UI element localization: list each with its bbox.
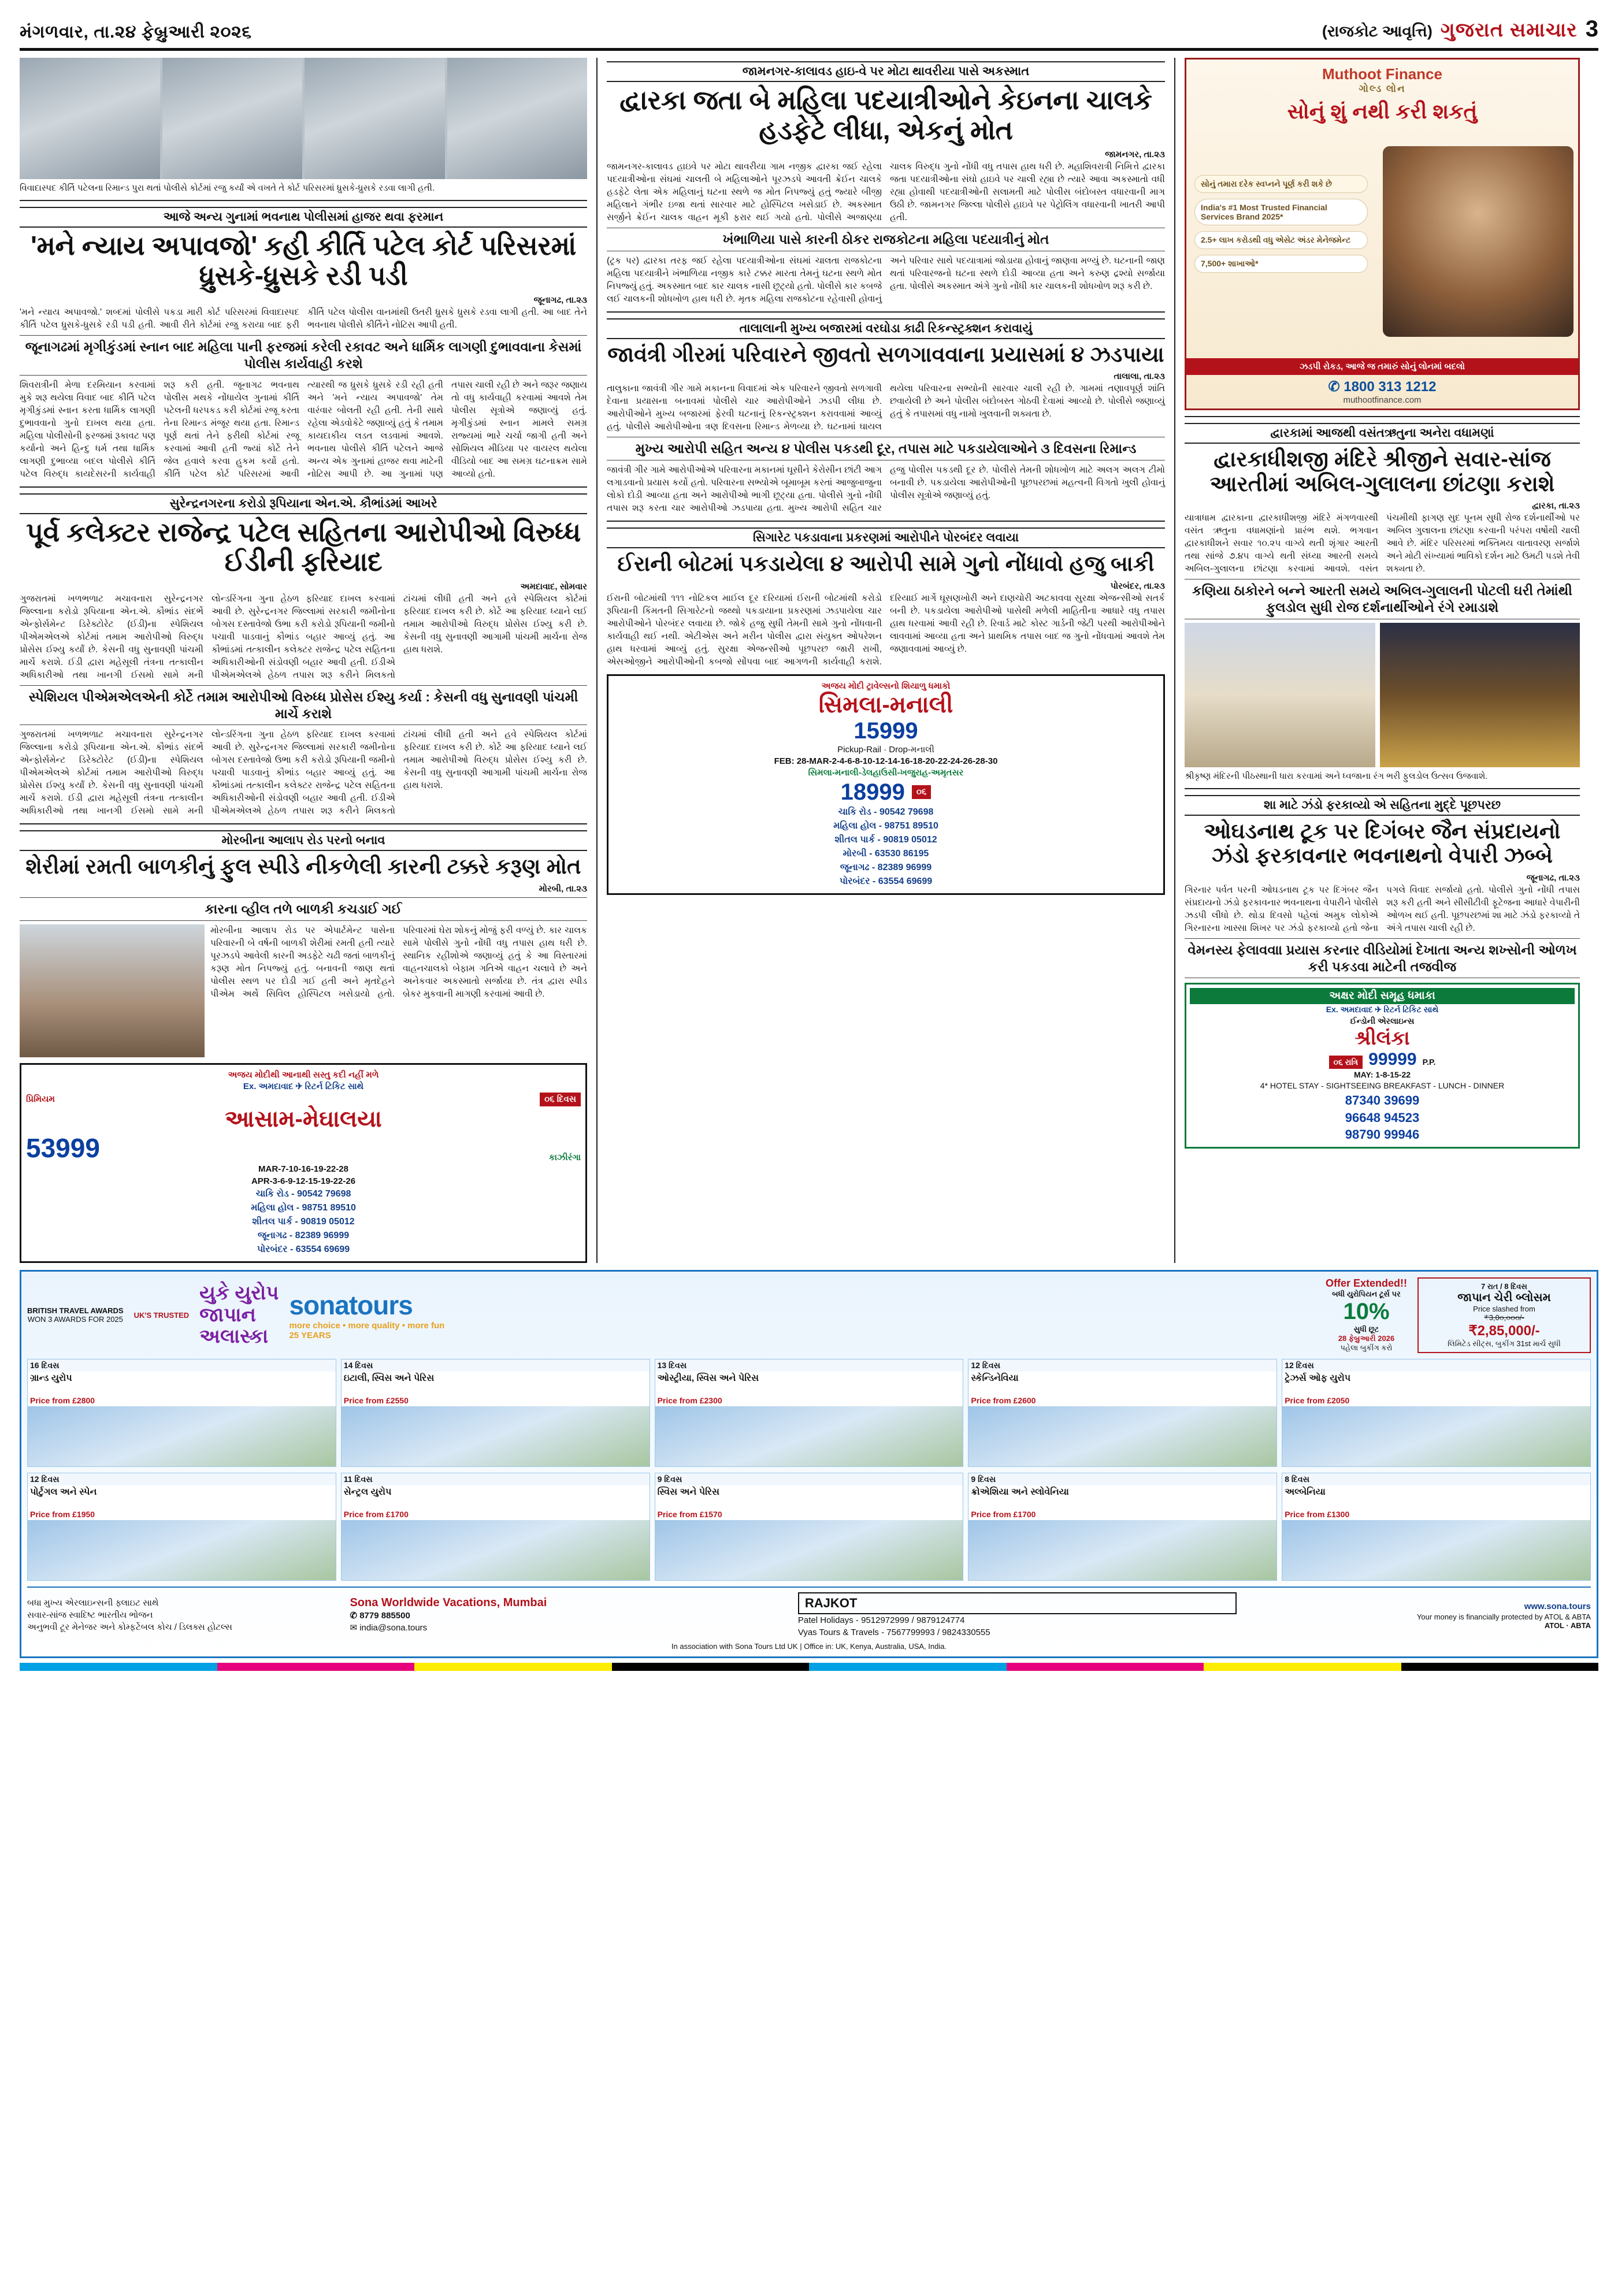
muthoot-tagline: સોનું શું નથી કરી શકતું [1287, 99, 1478, 123]
tour-name: ટ્રેઝર્સ ઓફ યુરોપ [1285, 1373, 1351, 1383]
tour-name: ક્રોએશિયા અને સ્લોવેનિયા [971, 1487, 1069, 1497]
tour-card[interactable] [655, 1359, 964, 1467]
tour-card[interactable] [1282, 1473, 1591, 1581]
sona-tour-grid-row2 [27, 1473, 1591, 1581]
tour-image [342, 1406, 650, 1466]
tour-days: 8 દિવસ [1282, 1473, 1590, 1485]
byline-junagadh-2: જૂનાગઢ, તા.૨૩ [1526, 872, 1580, 883]
kicker-kirti: આજે અન્ય ગુનામાં ભવનાથ પોલીસમાં હાજર થવા ફરમાન [20, 207, 587, 228]
photo-krishna-idol [1380, 623, 1580, 767]
kicker-talala: તાલાલાની મુખ્ય બજારમાં વરઘોડા કાઢી રિકન્સ્ટ્રક્શન કરાવાયું [607, 318, 1165, 339]
byline-jamnagar: જામનગર, તા.૨૩ [1105, 150, 1165, 160]
ad-simla-phone-5[interactable]: જૂનાગઢ - 82389 96999 [840, 862, 932, 872]
tour-card[interactable] [27, 1473, 336, 1581]
tour-price: Price from £1950 [30, 1509, 95, 1519]
tour-days: 13 દિવસ [655, 1359, 963, 1372]
headline-iranian-boat: ઈરાની બોટમાં પકડાયેલા ૪ આરોપી સામે ગુનો નોંધાવો હજુ બાકી [617, 552, 1155, 576]
ad-assam-price: 53999 [26, 1133, 100, 1164]
tour-name: પોર્ટુગલ અને સ્પેન [30, 1487, 97, 1497]
tour-image [1282, 1406, 1590, 1466]
muthoot-badge-2: 7,500+ શાખાઓ* [1194, 255, 1368, 273]
ad-assam-date-2: APR-3-6-9-12-15-19-22-26 [251, 1176, 356, 1186]
srilanka-days: ૦૬ રાત્રિ [1329, 1056, 1363, 1069]
tour-image [28, 1406, 336, 1466]
atol-abta-logo: ATOL · ABTA [1544, 1621, 1591, 1630]
srilanka-price: 99999 [1368, 1049, 1417, 1069]
muthoot-badge-1: 2.5+ લાખ કરોડથી વધુ એસેટ અંડર મેનેજમેન્ટ [1194, 231, 1368, 249]
tour-card[interactable] [655, 1473, 964, 1581]
sona-email[interactable] [350, 1622, 788, 1634]
tour-card[interactable] [341, 1359, 650, 1467]
muthoot-badge-top: સોનું તમારા દરેક સ્વપ્નને પૂર્ણ કરી શકે છે [1194, 175, 1368, 193]
column-left [20, 58, 598, 1263]
byline-talala: તાલાલા, તા.૨૩ [1114, 371, 1165, 382]
ad-simla-days2: ૦૬ [912, 785, 931, 799]
subhead-morbi: કારના વ્હીલ તળે બાળકી કચડાઈ ગઈ [20, 897, 587, 921]
srilanka-airline: ઈન્ડોની એરલાઇન્સ [1350, 1016, 1415, 1026]
byline-junagadh: જૂનાગઢ, તા.૨૩ [533, 295, 587, 306]
srilanka-price-suffix: P.P. [1422, 1057, 1436, 1067]
tour-name: અલ્બેનિયા [1285, 1487, 1326, 1497]
subhead-khambhaliya: ખંભાળિયા પાસે કારની ઠોકર રાજકોટના મહિલા પદયાત્રીનું મોત [607, 228, 1165, 251]
subhead-dwarkadhish: કણિયા ઠાકોરને બન્ને આરતી સમયે અબિલ-ગુલાલની પોટલી ઘરી તેમાંથી ફુલડોલ સુધી રોજ દર્શનાર્થીઓને રંગે રમાડાશે [1185, 579, 1580, 619]
photo-court-arrest [20, 58, 587, 179]
sona-awards-count: WON 3 AWARDS FOR 2025 [27, 1315, 123, 1324]
japan-old-price: ₹3,0૦,૦૦૦/- [1484, 1313, 1524, 1322]
tour-days: 12 દિવસ [968, 1359, 1276, 1372]
body-khambhaliya: (ટ્રક પર) દ્વારકા તરફ જઈ રહેલા પદયાત્રીઓના સંઘમાં ચાલતા રાજકોટના મહિલા પદયાત્રીને ખંભાળિયા નજીક કારે ટક્કર મારતા તેમનું ઘટના સ્થળે મોત નિપજ્યું હતું. અકસ્માત બાદ કાર ચાલક નાસી છૂટ્યો હતો. પોલીસે કાર કબજે લઈ ચાલકની શોધખોળ હાથ ધરી છે. મૃતક મહિલા રાજકોટના રહેવાસી હોવાનું અને પરિવાર સાથે પદયાત્રામાં જોડાયા હોવાનું જાણવા મળ્યું છે. ઘટનાની જાણ થતાં પરિવારજનો ઘટના સ્થળે દોડી આવ્યા હતા અને કરુણ દ્રશ્યો સર્જાયા હતા. પોલીસે અકસ્માત અંગે ગુનો નોંધી કાર ચાલકની શોધખોળ શરૂ કરી છે. [607, 255, 1165, 304]
tour-price: Price from £1700 [343, 1509, 409, 1519]
ad-simla-pickup: Pickup-Rail · Drop-મનાલી [837, 744, 934, 755]
tour-price: Price from £2600 [971, 1395, 1036, 1405]
tour-card[interactable] [341, 1473, 650, 1581]
ad-simla-phone-3[interactable]: શીતલ પાર્ક - 90819 05012 [834, 834, 937, 845]
paper-title: ગુજરાત સમાચાર [1440, 19, 1578, 41]
sona-agent-1: Patel Holidays - 9512972999 / 9879124774 [797, 1615, 965, 1625]
column-right [1175, 58, 1580, 1263]
ad-assam-title: આસામ-મેઘાલયા [225, 1106, 382, 1132]
sona-offer-text: બધી યુરોપિયન ટૂર્સ પર [1332, 1290, 1401, 1299]
body-oghadnath: ગિરનાર પર્વત પરની ઓઘડનાથ ટૂક પર દિગંબર જૈન સંપ્રદાયનો ઝંડો ફરકાવનાર ભવનાથના વેપારીને પોલીસે ઝડપી લીધો છે. થોડા દિવસો પહેલાં અમુક લોકોએ ગિરનારના ખાસ્સા શિખર પર ઝંડો ફરકાવ્યો હતો જેના પગલે વિવાદ સર્જાયો હતો. પોલીસે ગુનો નોંધી તપાસ શરૂ કરી હતી અને સીસીટીવી ફૂટેજના આધારે વેપારીની ઓળખ થઈ હતી. પૂછપરછમાં શા માટે ઝંડો ફરકાવ્યો તે અંગે તપાસ ચાલી રહી છે. [1185, 885, 1580, 933]
tour-image [968, 1406, 1276, 1466]
muthoot-phone-number: 1800 313 1212 [1344, 379, 1437, 395]
byline-dwarka: દ્વારકા, તા.૨૩ [1532, 501, 1580, 511]
headline-na-scam: પૂર્વ કલેક્ટર રાજેન્દ્ર પટેલ સહિતના આરોપીઓ વિરુધ્ધ ઈડીની ફરિયાદ [26, 517, 581, 577]
tour-card[interactable] [968, 1473, 1277, 1581]
tour-days: 14 દિવસ [342, 1359, 650, 1372]
sona-bullet-1: સવાર-સાંજ સ્વાદિષ્ટ ભારતીય ભોજન [27, 1610, 153, 1621]
subhead-javantri: મુખ્ય આરોપી સહિત અન્ય ૪ પોલીસ પકડથી દૂર, તપાસ માટે પકડાયેલાઓને ૩ દિવસના રિમાન્ડ [607, 437, 1165, 460]
ad-simla-phone-2[interactable]: મહિલા હોલ - 98751 89510 [833, 820, 938, 831]
sona-company: Sona Worldwide Vacations, Mumbai [350, 1596, 547, 1610]
japan-new-price: ₹2,85,000/- [1468, 1322, 1540, 1339]
tour-price: Price from £2300 [657, 1395, 722, 1405]
byline-morbi: મોરબી, તા.૨૩ [539, 883, 587, 894]
sona-phone[interactable] [350, 1610, 788, 1622]
tour-name: ઇટાલી, સ્વિસ અને પેરિસ [343, 1373, 435, 1383]
tour-price: Price from £2050 [1285, 1395, 1350, 1405]
srilanka-title: શ્રીલંકા [1354, 1027, 1410, 1049]
sona-logo [289, 1290, 444, 1340]
tour-card[interactable] [968, 1359, 1277, 1467]
sona-footer [27, 1587, 1591, 1639]
sona-tour-grid-row1 [27, 1359, 1591, 1467]
byline-ahmedabad: અમદાવાદ, સોમવાર [520, 581, 587, 592]
kicker-morbi: મોરબીના આલાપ રોડ પરનો બનાવ [20, 830, 587, 851]
ad-assam-phone-1[interactable]: ચાકિ રોડ - 90542 79698 [255, 1188, 351, 1199]
tour-image [655, 1520, 963, 1580]
sona-bullet-0: બધા મુખ્ય એરલાઇન્સની ફ્લાઇટ સાથે [27, 1598, 159, 1608]
kicker-flag: શા માટે ઝંડો ફરકાવ્યો એ સહિતના મુદ્દે પૂછપરછ [1185, 795, 1580, 816]
srilanka-desc: 4* HOTEL STAY - SIGHTSEEING BREAKFAST - LUNCH - DINNER [1260, 1081, 1505, 1091]
tour-name: સ્વિસ અને પેરિસ [657, 1487, 719, 1497]
ad-assam-sub: કાઝીરંગા [548, 1153, 581, 1163]
ad-srilanka[interactable] [1185, 983, 1580, 1148]
tour-image [342, 1520, 650, 1580]
ad-simla-title2: સિમલા-મનાલી-ડેલહાઉસી-ખજુરાહ-અમૃતસર [808, 768, 964, 778]
phone-icon: ✆ [350, 1611, 358, 1621]
muthoot-celebrity-photo [1383, 146, 1574, 337]
tour-card[interactable] [27, 1359, 336, 1467]
sona-brand-name: sonatours [289, 1290, 413, 1321]
sona-email-address: india@sona.tours [359, 1623, 428, 1633]
srilanka-dhamaka: અક્ષર મોદી સમૂહ ધમાકા [1190, 988, 1575, 1004]
subhead-oghadnath: વેમનસ્ય ફેલાવવાા પ્રયાસ કરનાર વીડિયોમાં દેખાતા અન્ય શખ્સોની ઓળખ કરી પકડવા માટેની તજવીજ [1185, 938, 1580, 979]
japan-title: જાપાન ચેરી બ્લોસમ [1457, 1291, 1551, 1304]
tour-name: ઓસ્ટ્રીયા, સ્વિસ અને પેરિસ [657, 1373, 759, 1383]
sona-offer [1326, 1277, 1407, 1353]
tour-price: Price from £1570 [657, 1509, 722, 1519]
body-iranian-boat: ઈરાની બોટમાંથી ૧૧૧ નોટિકલ માઈલ દૂર દરિયામાં ઈરાની બોટમાંથી કરોડો રૂપિયાની કિંમતની સિગારેટનો જથ્થો પકડાયાના પ્રકરણમાં ઝડપાયેલા ચાર આરોપીઓને પોરબંદર લવાયા છે. જોકે હજુ સુધી તેમની સામે ગુનો નોંધવાની કાર્યવાહી થઈ નથી. એટીએસ અને મરીન પોલીસ દ્વારા સંયુક્ત ઓપરેશન હાથ ધરવામાં આવ્યું હતું. સુરક્ષા એજન્સીઓ પૂછપરછ જારી રાખી, એસઓજીને આરોપીઓની કબજો સોંપવા બાદ આગળની કાર્યવાહી કરાશે. દરિયાઈ માર્ગે ઘૂસણખોરી અને દાણચોરી અટકાવવા સુરક્ષા એજન્સીઓ સતર્ક બની છે. પકડાયેલા આરોપીઓ પાસેથી મળેલી માહિતીના આધારે વધુ તપાસ હાથ ધરવામાં આવી રહી છે. રિવાર્ડ માટે કોસ્ટ ગાર્ડની જેટી પરથી આરોપીઓને લાવવામાં આવ્યા હતા અને પ્રાથમિક તપાસ બાદ જ ગુનો નોંધવામાં આવશે તેમ જણાવવામાં આવ્યું છે. [607, 593, 1165, 667]
ad-assam-days: ૦૬ દિવસ [540, 1093, 581, 1106]
body-kirti: શિવરાત્રીની મેળા દરમિયાન કરવામાં મુકે શરૂ થયેલા વિવાદ બાદ કીર્તિ પટેલ મૃગીકુંડમાં સ્નાન કરતા ધાર્મિક લાગણી દુભાવવાનો ગુનો દાખલ થયા હતા. મહિલા પોલીસોની ફરજમાં રૂકાવટ પણ કર્યાનો અને હિન્દુ ધર્મ તથા ધાર્મિક લાગણી દુભાવ્યા બદલ પોલીસે કીર્તિ પટેલ વિરુદ્ધ કાયદેસરની કાર્યવાહી શરૂ કરી હતી. જૂનાગઢ ભવનાથ પોલીસ મથકે નોંધાયેલ ગુનામાં કીર્તિ પટેલની ધરપકડ કરી કોર્ટમાં રજૂ કરતા તેના રિમાન્ડ મંજૂર થયા હતા. રિમાન્ડ પૂર્ણ થતાં તેને ફરીથી કોર્ટમાં રજૂ કરવામાં આવી હતી જ્યાં કોર્ટે તેને જેલ હવાલે કરવા હુકમ કર્યો હતો. કીર્તિ પટેલ કોર્ટ પરિસરમાં આવી ત્યારથી જ ધ્રુસકે ધ્રુસકે રડી રહી હતી અને 'મને ન્યાય અપાવજો' તેમ વારંવાર બોલતી રહી હતી. તેની સાથે રહેલા એડવોકેટે જણાવ્યું હતું કે તમામ કાયદાકીય લડત લડવામાં આવશે. ભવનાથ પોલીસે કીર્તિ પટેલને આજે અન્ય એક ગુનામાં હાજર થવા માટેની નોટિસ આપી છે. આ ગુનામાં પણ તપાસ ચાલી રહી છે અને જરૂર જણાય તો વધુ કાર્યવાહી કરવામાં આવશે તેમ પોલીસ સૂત્રોએ જણાવ્યું હતું. મૃગીકુંડમાં સ્નાન મામલે સમગ્ર રાજ્યમાં ભારે ચર્ચા જાગી હતી અને સોશિયલ મીડિયા પર વાયરલ થયેલા વીડિયો બાદ આ સમગ્ર ઘટનાક્રમ સામે આવ્યો હતો. [20, 380, 587, 479]
ad-assam-phone-3[interactable]: શીતલ પાર્ક - 90819 05012 [252, 1216, 355, 1227]
edition-label: (રાજકોટ આવૃત્તિ) [1322, 23, 1433, 40]
ad-assam-phone-4[interactable]: જૂનાગઢ - 82389 96999 [257, 1230, 350, 1240]
sona-years: 25 YEARS [289, 1331, 331, 1341]
kicker-na-scam: સુરેન્દ્રનગરના કરોડો રૂપિયાના એન.એ. કૌભાંડમાં આખરે [20, 493, 587, 514]
sona-dest-alaska: અલાસ્કા [199, 1325, 269, 1348]
tour-price: Price from £2550 [343, 1395, 409, 1405]
muthoot-brand: Muthoot Finance [1322, 65, 1442, 83]
headline-dwarka-accident: દ્વારકા જતા બે મહિલા પદયાત્રીઓને કેઇનના ચાલકે હડફેટે લીધા, એકનું મોત [619, 85, 1152, 145]
ad-assam-meghalaya[interactable] [20, 1063, 587, 1263]
srilanka-dates: MAY: 1-8-15-22 [1353, 1069, 1411, 1079]
sona-offer-suffix: સુધી છૂટ [1353, 1325, 1379, 1334]
body-na-scam-top: ગુજરાતમાં ખળભળાટ મચાવનારા સુરેન્દ્રનગર જિલ્લાના કરોડો રૂપિયાના એન.એ. કૌભાંડ સંદર્ભે એન્ફોર્સમેન્ટ ડિરેક્ટોરેટ (ઈડી)ના સ્પેશિયલ પીએમએલએ કોર્ટમાં તમામ આરોપીઓ વિરુદ્ધ પ્રોસેસ ઈશ્યુ કર્યાં છે. કેસની વધુ સુનાવણી પાંચમી માર્ચે કરાશે. ઈડી દ્વારા મહેસૂલી તંત્રના તત્કાલીન અધિકારીઓ તથા ખાનગી ઈસમો સામે મની લોન્ડરિંગના ગુના હેઠળ ફરિયાદ દાખલ કરવામાં આવી છે. સુરેન્દ્રનગર જિલ્લામાં સરકારી જમીનોના બોગસ દસ્તાવેજો ઉભા કરી કરોડો રૂપિયાની જમીનો પચાવી પાડવાનું કૌભાંડ બહાર આવ્યું હતું. આ કૌભાંડમાં તત્કાલીન કલેક્ટર રાજેન્દ્ર પટેલ સહિતના અધિકારીઓની સંડોવણી બહાર આવી હતી. ઈડીએ પીએમએલએ હેઠળ તપાસ શરૂ કરીને મિલકતો ટાંચમાં લીધી હતી અને હવે સ્પેશિયલ કોર્ટમાં ફરિયાદ દાખલ કરી છે. કોર્ટે આ ફરિયાદ ધ્યાને લઈ તમામ આરોપીઓ વિરુદ્ધ પ્રોસેસ ઈશ્યુ કરી છે. કેસની વધુ સુનાવણી આગામી પાંચમી માર્ચના રોજ હાથ ધરાશે. [20, 593, 587, 680]
ad-assam-phone-2[interactable]: મહિલા હોલ - 98751 89510 [251, 1202, 356, 1213]
tour-image [28, 1520, 336, 1580]
tour-name: સ્કેન્ડિનેવિયા [971, 1373, 1019, 1383]
ad-assam-date-1: MAR-7-10-16-19-22-28 [258, 1164, 348, 1175]
email-icon: ✉ [350, 1623, 358, 1633]
subhead-kirti: જૂનાગઢમાં મૃગીકુંડમાં સ્નાન બાદ મહિલા પાની ફરજમાં કરેલી રકાવટ અને ધાર્મિક લાગણી દુભાવવાના કેસમાં પોલીસ કાર્યવાહી કરશે [20, 335, 587, 376]
ad-simla-manali[interactable] [607, 674, 1165, 895]
ad-sona-tours[interactable] [20, 1270, 1598, 1658]
sona-website[interactable]: www.sona.tours [1524, 1602, 1591, 1612]
tour-price: Price from £1300 [1285, 1509, 1350, 1519]
phone-icon: ✆ [1328, 379, 1340, 395]
tour-days: 16 દિવસ [28, 1359, 336, 1372]
page-grid [20, 58, 1598, 1263]
srilanka-ex: Ex. અમદાવાદ ✈ રિટર્ન ટિકિટ સાથે [1326, 1005, 1439, 1015]
headline-kirti-patel: 'મને ન્યાય અપાવજો' કહી કીર્તિ પટેલ કોર્ટ પરિસરમાં ધ્રુસકે-ધ્રુસકે રડી પડી [30, 231, 577, 291]
ad-simla-dates: FEB: 28-MAR-2-4-6-8-10-12-14-16-18-20-22-24-26-28-30 [774, 756, 998, 767]
column-middle [598, 58, 1175, 1263]
body-dwarkadhish: યાત્રાધામ દ્વારકાના દ્વારકાધીશજી મંદિરે મંગળવારથી વસંત ઋતુના વધામણાંનો પ્રારંભ થશે. ભગવાન દ્વારકાધીશને સવાર ૧૦.૨૫ વાગ્યે થતી શૃંગાર આરતી તથા સાંજે ૭.૪૫ વાગ્યે થતી સંધ્યા આરતી સમયે અબિલ-ગુલાલના છાંટણા કરવામાં આવશે. વસંત પંચમીથી ફાગણ સુદ પૂનમ સુધી રોજ દર્શનાર્થીઓ પર અબિલ ગુલાલના છાંટણા કરવાની પરંપરા વર્ષોથી ચાલી આવે છે. મંદિર પરિસરમાં ભક્તિમય વાતાવરણ સર્જાશે અને મોટી સંખ્યામાં ભાવિકો દર્શન માટે ઉમટી પડશે તેવી શક્યતા છે. [1185, 513, 1580, 574]
ad-simla-title: સિમલા-મનાલી [818, 692, 953, 718]
sona-destinations [199, 1283, 279, 1347]
sona-uk-trusted: UK'S TRUSTED [133, 1310, 190, 1320]
sona-japan-block [1417, 1277, 1591, 1353]
color-registration-bar [20, 1663, 1598, 1671]
page-number: 3 [1585, 16, 1598, 42]
sona-offer-percent: 10% [1343, 1299, 1390, 1325]
ad-assam-phone-5[interactable]: પોરબંદર - 63554 69699 [257, 1244, 350, 1254]
sona-offer-extended: Offer Extended!! [1325, 1277, 1407, 1290]
tour-days: 11 દિવસ [342, 1473, 650, 1485]
masthead [20, 16, 1598, 51]
sona-header [27, 1277, 1591, 1353]
tour-image [655, 1406, 963, 1466]
body-javantri: તાલુકાના જાવંત્રી ગીર ગામે મકાનના વિવાદમાં એક પરિવારને જીવતો સળગાવી દેવાના પ્રયાસના બનાવમાં પોલીસે ચાર આરોપીઓને ઝડપી લીધા છે. આરોપીઓને મુખ્ય બજારમાં ફેરવી ઘટનાનું રિકન્સ્ટ્રક્શન કરાવવામાં આવ્યું હતું. પોલીસે આરોપીઓના ત્રણ દિવસના રિમાન્ડ મેળવ્યા છે. ઘટનામાં ઘાયલ થયેલા પરિવારના સભ્યોની સારવાર ચાલી રહી છે. ગામમાં તણાવપૂર્ણ શાંતિ છવાયેલી છે અને પોલીસ બંદોબસ્ત ગોઠવી દેવામાં આવ્યો છે. પોલીસે જણાવ્યું હતું કે તપાસમાં વધુ નામો ખુલવાની શક્યતા છે. [607, 384, 1165, 432]
byline-porbandar: પોરબંદર, તા.૨૩ [1110, 581, 1165, 591]
headline-oghadnath-flag: ઓઘડનાથ ટૂક પર દિગંબર જૈન સંપ્રદાયનો ઝંડો ફરકાવનાર ભવનાથનો વેપારી ઝબ્બે [1204, 819, 1561, 868]
lede-kirti: 'મને ન્યાય અપાવજો.' શબ્દમાં પોલીસે પકડા મારી કોર્ટ પરિસરમાં વિવાદાસ્પદ કીર્તિ પટેલ ધ્રુસકે-ધ્રુસકે રડી પડી હતી. આવી રીતે કોર્ટમાં રજુ કરાયા બાદ ફરી કીર્તિ પટેલ પોલીસ વાનમાંથી ઉતરી ધ્રુસકે ધ્રુસકે રડવા લાગી હતી. આ બાદ તેને ભવનાથ પોલીસે કીર્તિને નોટિસ આપી હતી. [20, 307, 587, 330]
photo-caption: વિવાદાસ્પદ કીર્તિ પટેલના રિમાન્ડ પુરા થતાં પોલીસે કોર્ટમાં રજુ કર્યાં એ વખતે તે કોર્ટ પરિસરમાં ધ્રુસકે-ધ્રુસકે રડવા લાગી હતી. [20, 183, 435, 193]
ad-simla-head: અજય મોદી ટ્રાવેલ્સનો શિયાળુ ધમાકો [821, 681, 951, 691]
ad-assam-tagline: અજય મોદીથી આનાથી સસ્તુ કદી નહીં મળે [228, 1069, 379, 1080]
publication-date: મંગળવાર, તા.૨૪ ફેબ્રુઆરી ૨૦૨૬ [20, 23, 252, 42]
body-morbi: મોરબીના આલાપ રોડ પર એપાર્ટમેન્ટ પાસેના પરિવારની બે વર્ષની બાળકી શેરીમાં રમતી હતી ત્યારે પૂરઝડપે આવેલી કારની અડફેટે ચઢી જતાં બાળકીનું કરૂણ મોત નિપજ્યું હતું. બનાવની જાણ થતાં પોલીસ સ્થળ પર દોડી ગઈ હતી અને મૃતદેહને પીએમ અર્થે સિવિલ હોસ્પિટલ ખસેડાયો હતો. પરિવારમાં ઘેરા શોકનું મોજું ફરી વળ્યું છે. કાર ચાલક સામે પોલીસે ગુનો નોંધી વધુ તપાસ હાથ ધરી છે. સ્થાનિક રહીશોએ જણાવ્યું હતું કે આ વિસ્તારમાં વાહનચાલકો બેફામ ગતિએ વાહન ચલાવે છે અને અનેકવાર અકસ્માતો સર્જાયા છે. તંત્ર દ્વારા સ્પીડ બ્રેકર મુકવાની માગણી કરવામાં આવી છે. [210, 925, 587, 999]
photo-caption-temple: શ્રીકૃષ્ણ મંદિરની પીઠસ્થાની ધારા કરવામાં અને ધ્વજાના રંગ ભરી ફુલડોલ ઉત્સવ ઉજવાશે. [1185, 771, 1488, 781]
tour-days: 9 દિવસ [968, 1473, 1276, 1485]
muthoot-badge-0: India's #1 Most Trusted Financial Services Brand 2025* [1194, 199, 1368, 225]
sona-bullet-2: અનુભવી ટૂર મેનેજર અને કોમ્ફર્ટેબલ કોચ / ડિલક્સ હોટલ્સ [27, 1622, 232, 1633]
kicker-dwarka-vasant: દ્વારકામાં આજથી વસંતઋતુના અનેરા વધામણાં [1185, 423, 1580, 444]
sona-agent-2: Vyas Tours & Travels - 7567799993 / 9824330555 [797, 1627, 990, 1637]
tour-days: 9 દિવસ [655, 1473, 963, 1485]
body-na-scam-bottom: ગુજરાતમાં ખળભળાટ મચાવનારા સુરેન્દ્રનગર જિલ્લાના કરોડો રૂપિયાના એન.એ. કૌભાંડ સંદર્ભે એન્ફોર્સમેન્ટ ડિરેક્ટોરેટ (ઈડી)ના સ્પેશિયલ પીએમએલએ કોર્ટમાં તમામ આરોપીઓ વિરુદ્ધ પ્રોસેસ ઈશ્યુ કર્યાં છે. કેસની વધુ સુનાવણી પાંચમી માર્ચે કરાશે. ઈડી દ્વારા મહેસૂલી તંત્રના તત્કાલીન અધિકારીઓ તથા ખાનગી ઈસમો સામે મની લોન્ડરિંગના ગુના હેઠળ ફરિયાદ દાખલ કરવામાં આવી છે. સુરેન્દ્રનગર જિલ્લામાં સરકારી જમીનોના બોગસ દસ્તાવેજો ઉભા કરી કરોડો રૂપિયાની જમીનો પચાવી પાડવાનું કૌભાંડ બહાર આવ્યું હતું. આ કૌભાંડમાં તત્કાલીન કલેક્ટર રાજેન્દ્ર પટેલ સહિતના અધિકારીઓની સંડોવણી બહાર આવી હતી. ઈડીએ પીએમએલએ હેઠળ તપાસ શરૂ કરીને મિલકતો ટાંચમાં લીધી હતી અને હવે સ્પેશિયલ કોર્ટમાં ફરિયાદ દાખલ કરી છે. કોર્ટે આ ફરિયાદ ધ્યાને લઈ તમામ આરોપીઓ વિરુદ્ધ પ્રોસેસ ઈશ્યુ કરી છે. કેસની વધુ સુનાવણી આગામી પાંચમી માર્ચના રોજ હાથ ધરાશે. [20, 730, 587, 816]
sona-association: In association with Sona Tours Ltd UK | Office in: UK, Kenya, Australia, USA, India. [671, 1641, 947, 1651]
sona-award-winner: BRITISH TRAVEL AWARDS [27, 1306, 124, 1316]
subhead-na-scam: સ્પેશિયલ પીએમએલએની કોર્ટે તમામ આરોપીઓ વિરુધ્ધ પ્રોસેસ ઈશ્યુ કર્યા : કેસની વધુ સુનાવણી પાંચમી માર્ચે કરાશે [20, 685, 587, 726]
headline-morbi-accident: શેરીમાં રમતી બાળકીનું ફુલ સ્પીડે નીકળેલી કારની ટક્કરે કરૂણ મોત [25, 855, 581, 879]
sona-offer-date: 28 ફેબ્રુઆરી 2026 [1338, 1334, 1395, 1343]
tour-image [968, 1520, 1276, 1580]
tour-name: ગ્રાન્ડ યુરોપ [30, 1373, 72, 1383]
muthoot-strip: ઝડપી રોકડ, આજે જ તમારું સોનું લોનમાં બદલો [1186, 358, 1578, 375]
ad-simla-phone-1[interactable]: ચાકિ રોડ - 90542 79698 [838, 807, 934, 817]
ad-simla-phone-6[interactable]: પોરબંદર - 63554 69699 [839, 876, 933, 886]
ad-muthoot-finance[interactable] [1185, 58, 1580, 410]
tour-days: 12 દિવસ [1282, 1359, 1590, 1372]
muthoot-subbrand: ગોલ્ડ લોન [1359, 83, 1406, 94]
ad-assam-ex: Ex. અમદાવાદ ✈ રિટર્ન ટિકિટ સાથે [243, 1081, 364, 1091]
ad-simla-price: 15999 [853, 718, 918, 744]
kicker-cigarette: સિગારેટ પકડાવાના પ્રકરણમાં આરોપીને પોરબંદર લવાયા [607, 527, 1165, 548]
tour-image [1282, 1520, 1590, 1580]
tour-name: સેન્ટ્રલ યુરોપ [343, 1487, 392, 1497]
photo-dwarka-temple [1185, 623, 1375, 767]
ad-simla-price2: 18999 [840, 779, 905, 805]
ad-simla-phone-4[interactable]: મોરબી - 63530 86195 [843, 848, 929, 859]
sona-offer-note: પહેલા બુકીંગ કરો [1340, 1343, 1393, 1353]
tour-card[interactable] [1282, 1359, 1591, 1467]
photo-child [20, 924, 205, 1057]
ad-assam-premium: પ્રિમિયમ [26, 1094, 55, 1105]
muthoot-website[interactable]: muthootfinance.com [1343, 395, 1422, 405]
headline-dwarkadhish: દ્વારકાધીશજી મંદિરે શ્રીજીને સવાર-સાંજ આરતીમાં અબિલ-ગુલાલના છાંટણા કરાશે [1209, 447, 1555, 496]
muthoot-phone[interactable] [1186, 378, 1578, 405]
srilanka-phone-1[interactable]: 87340 39699 [1345, 1093, 1420, 1108]
japan-days: 7 રાત / 8 દિવસ [1481, 1281, 1527, 1291]
sona-protection: Your money is financially protected by ATOL & ABTA [1416, 1613, 1591, 1622]
sona-dest-japan: જાપાન [199, 1303, 256, 1326]
kicker-jamnagar: જામનગર-કાલાવડ હાઇ-વે પર મોટા થાવરીયા પાસે અકસ્માત [607, 61, 1165, 82]
sona-tagline: more choice • more quality • more fun [289, 1321, 445, 1331]
sona-dest-europe: યુકે યુરોપ [199, 1282, 279, 1305]
tour-price: Price from £2800 [30, 1395, 95, 1405]
headline-javantri: જાવંત્રી ગીરમાં પરિવારને જીવતો સળગાવવાના પ્રયાસમાં ૪ ઝડપાયા [607, 342, 1164, 366]
srilanka-phone-2[interactable]: 96648 94523 [1345, 1110, 1420, 1125]
japan-note: Price slashed from [1473, 1304, 1535, 1313]
srilanka-phone-3[interactable]: 98790 99946 [1345, 1127, 1420, 1142]
sona-phone-number: 8779 885500 [359, 1611, 410, 1621]
body-javantri-2: જાવંત્રી ગીર ગામે આરોપીઓએ પરિવારના મકાનમાં ઘૂસીને કેરોસીન છાંટી આગ લગાડવાનો પ્રયાસ કર્યો હતો. પરિવારના સભ્યોએ બૂમાબૂમ કરતાં આજુબાજુના લોકો દોડી આવ્યા હતા અને આરોપીઓ ભાગી છૂટ્યા હતા. પોલીસે ગુનો નોંધી તપાસ શરૂ કરતા ચાર આરોપીઓ ઝડપાયા હતા. મુખ્ય આરોપી સહિત ચાર હજુ પોલીસ પકડથી દૂર છે. પોલીસે તેમની શોધખોળ માટે અલગ અલગ ટીમો બનાવી છે. પકડાયેલા આરોપીઓની પૂછપરછમાં મહત્વની વિગતો ખુલી હોવાનું પોલીસ સૂત્રોએ જણાવ્યું હતું. [607, 465, 1165, 514]
tour-price: Price from £1700 [971, 1509, 1036, 1519]
muthoot-badge-list [1194, 175, 1368, 278]
tour-days: 12 દિવસ [28, 1473, 336, 1485]
japan-limited: લિમિટેડ સીટ્સ, બુકીંગ 31st માર્ચ સુધી [1448, 1339, 1561, 1348]
sona-city-badge: RAJKOT [798, 1592, 1237, 1614]
body-dwarka-accident: જામનગર-કાલાવડ હાઇવે પર મોટા થાવરીયા ગામ નજીક દ્વારકા જઈ રહેલા પદયાત્રીઓના સંઘમાં ચાલતી બે મહિલાઓને પૂરઝડપે આવતી ક્રેઈન ચાલકે હડફેટે લેતા એક મહિલાનું ઘટના સ્થળે જ મોત નિપજ્યું હતું જ્યારે બીજી મહિલાને ગંભીર ઇજા થતાં સારવાર માટે હોસ્પિટલ ખસેડાઈ છે. અકસ્માત સર્જીને ક્રેઈન ચાલક વાહન મૂકી ફરાર થઈ ગયો હતો. પોલીસે અજાણ્યા ચાલક વિરુદ્ધ ગુનો નોંધી વધુ તપાસ હાથ ધરી છે. મહાશિવરાત્રી નિમિત્તે દ્વારકા જતા પદયાત્રીઓના સંઘો હાઇવે પર ચાલી રહ્યા છે ત્યારે આવા અકસ્માતો વધી રહ્યા હોવાથી પદયાત્રીઓની સલામતી માટે પોલીસ બંદોબસ્ત વધારવાની માગ ઉઠી છે. જામનગર જિલ્લા પોલીસે હાઇવે પર પેટ્રોલિંગ વધારવાની ખાતરી આપી હતી. [607, 162, 1165, 223]
